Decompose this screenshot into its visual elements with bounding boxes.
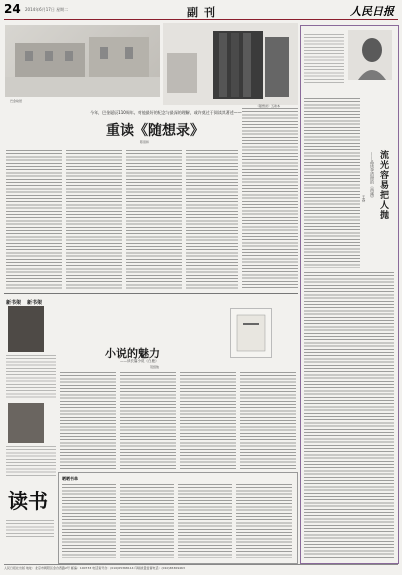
right-top-list [304,34,344,84]
book-list-col-3 [178,484,232,558]
book-blurb-2 [6,446,56,476]
top-photo [5,25,160,97]
second-body-col-4 [240,372,296,470]
second-body-col-3 [180,372,236,470]
book-photo [163,23,298,105]
footer-text: 人民日报社出版 地址：北京市朝阳区金台西路2号 邮编：100733 电话查号台：(010)65368114 印刷质量监督电话：(010)65369463 [4,566,185,570]
main-body-col-1 [6,150,62,290]
new-books-label-2: 新书架 [27,300,43,306]
book-cover-1 [8,306,44,352]
book-blurb-1 [6,355,56,400]
book-photo-caption: 《随想录》五卷本 [256,104,281,108]
book-list-label: 晒晒书单 [62,476,78,481]
portrait-illustration [348,30,392,80]
book-list-col-2 [120,484,174,558]
right-subtitle: ——品读李清照的《西溪》 [370,152,375,200]
author-portrait [348,30,392,80]
right-author: 王春 [362,195,366,202]
book-list-col-1 [62,484,116,558]
second-book-photo [230,308,272,358]
top-photo-caption: 巴金故居 [10,99,23,103]
main-body-col-4 [186,150,238,290]
main-byline: 陈思和 [140,140,150,144]
second-body-col-2 [120,372,176,470]
second-title: 小说的魅力 [105,347,160,360]
second-body-col-1 [60,372,116,470]
right-title: 流光容易把人抛 [378,150,388,220]
main-kicker: 今年，巴金诞辰110周年。对他最好的纪念与最深的理解，或许莫过于阅读其著述—— [90,110,242,115]
main-body-col-5 [242,108,298,290]
second-subtitle: ——读长篇小说《白鹿》 [120,359,159,363]
masthead: 人民日报 [350,5,394,18]
page-header [4,3,398,20]
main-title: 重读《随想录》 [106,123,204,139]
section-title: 副刊 [187,6,221,19]
right-body-bottom [304,272,394,558]
divider-line [4,293,298,294]
second-byline: 贺绍俊 [150,365,160,369]
book-list-col-4 [236,484,292,558]
book-cover-2 [8,403,44,443]
books-illustration [163,23,298,105]
new-books-label: 新书架 [6,300,22,306]
main-body-col-2 [66,150,122,290]
reading-label: 读书 [8,489,48,513]
page-number: 24 [4,2,21,16]
page-footer [4,564,398,573]
date-line: 2014年6月17日 星期二 [25,7,69,12]
right-body-top [304,98,360,268]
book-cover-illustration [231,309,271,357]
reading-blurb [6,520,54,538]
main-body-col-3 [126,150,182,290]
house-illustration [5,25,160,97]
